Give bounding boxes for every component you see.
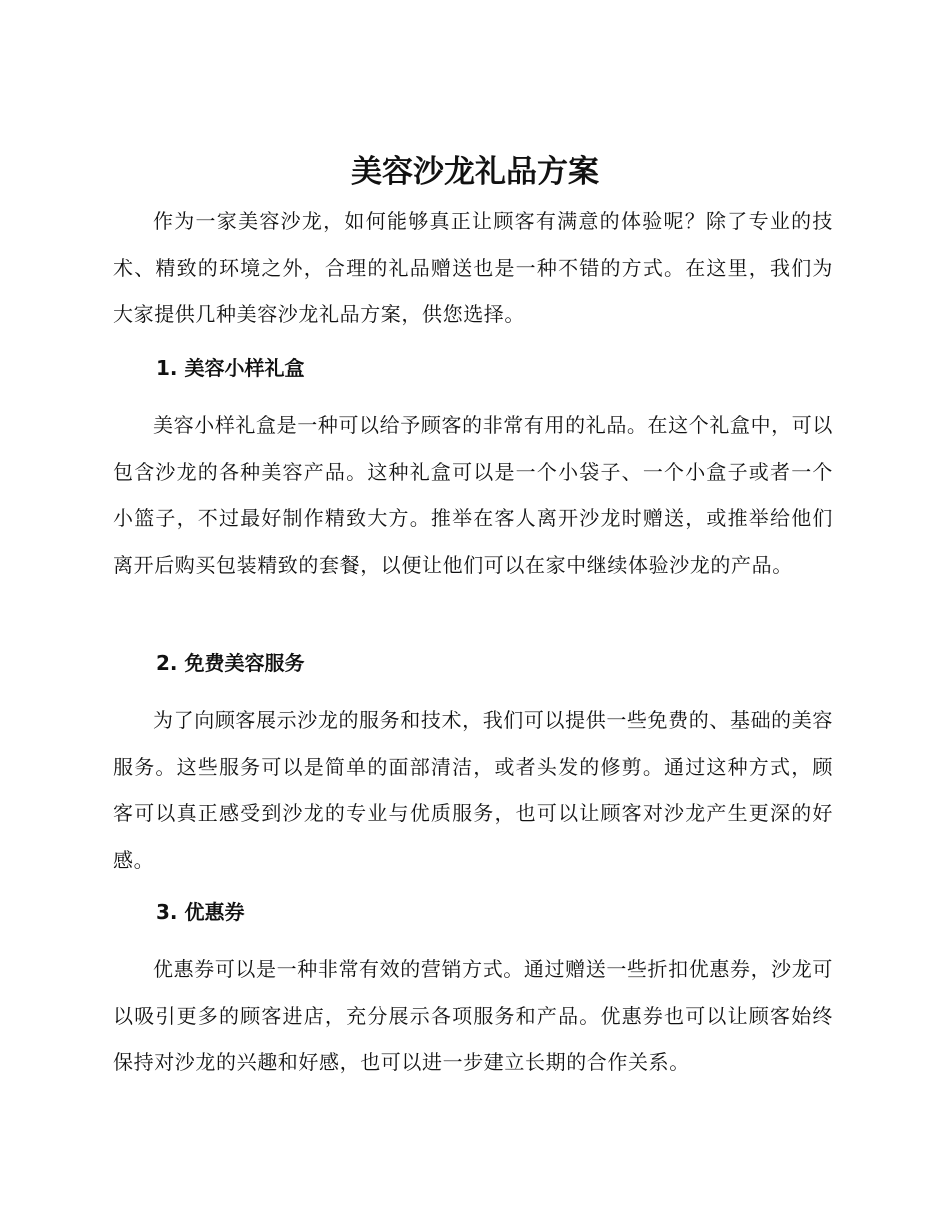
section-body-gift-box: 美容小样礼盒是一种可以给予顾客的非常有用的礼品。在这个礼盒中，可以包含沙龙的各种美容产品。这种礼盒可以是一个小袋子、一个小盒子或者一个小篮子，不过最好制作精致大方。推举在客人离开沙龙时赠送，或推举给他们离开后购买包装精致的套餐，以便让他们可以在家中继续体验沙龙的产品。 — [113, 413, 833, 577]
section-heading-free-service: 2. 免费美容服务 — [156, 651, 305, 675]
section-heading-gift-box: 1. 美容小样礼盒 — [156, 356, 305, 380]
section-body-free-service: 为了向顾客展示沙龙的服务和技术，我们可以提供一些免费的、基础的美容服务。这些服务可以是简单的面部清洁，或者头发的修剪。通过这种方式，顾客可以真正感受到沙龙的专业与优质服务，也可以让顾客对沙龙产生更深的好感。 — [113, 708, 833, 872]
intro-paragraph: 作为一家美容沙龙，如何能够真正让顾客有满意的体验呢？除了专业的技术、精致的环境之外，合理的礼品赠送也是一种不错的方式。在这里，我们为大家提供几种美容沙龙礼品方案，供您选择。 — [113, 209, 833, 326]
section-heading-coupon: 3. 优惠券 — [156, 900, 245, 924]
page-title: 美容沙龙礼品方案 — [351, 154, 599, 190]
section-body-coupon: 优惠券可以是一种非常有效的营销方式。通过赠送一些折扣优惠券，沙龙可以吸引更多的顾客进店，充分展示各项服务和产品。优惠券也可以让顾客始终保持对沙龙的兴趣和好感，也可以进一步建立长期的合作关系。 — [113, 957, 833, 1074]
